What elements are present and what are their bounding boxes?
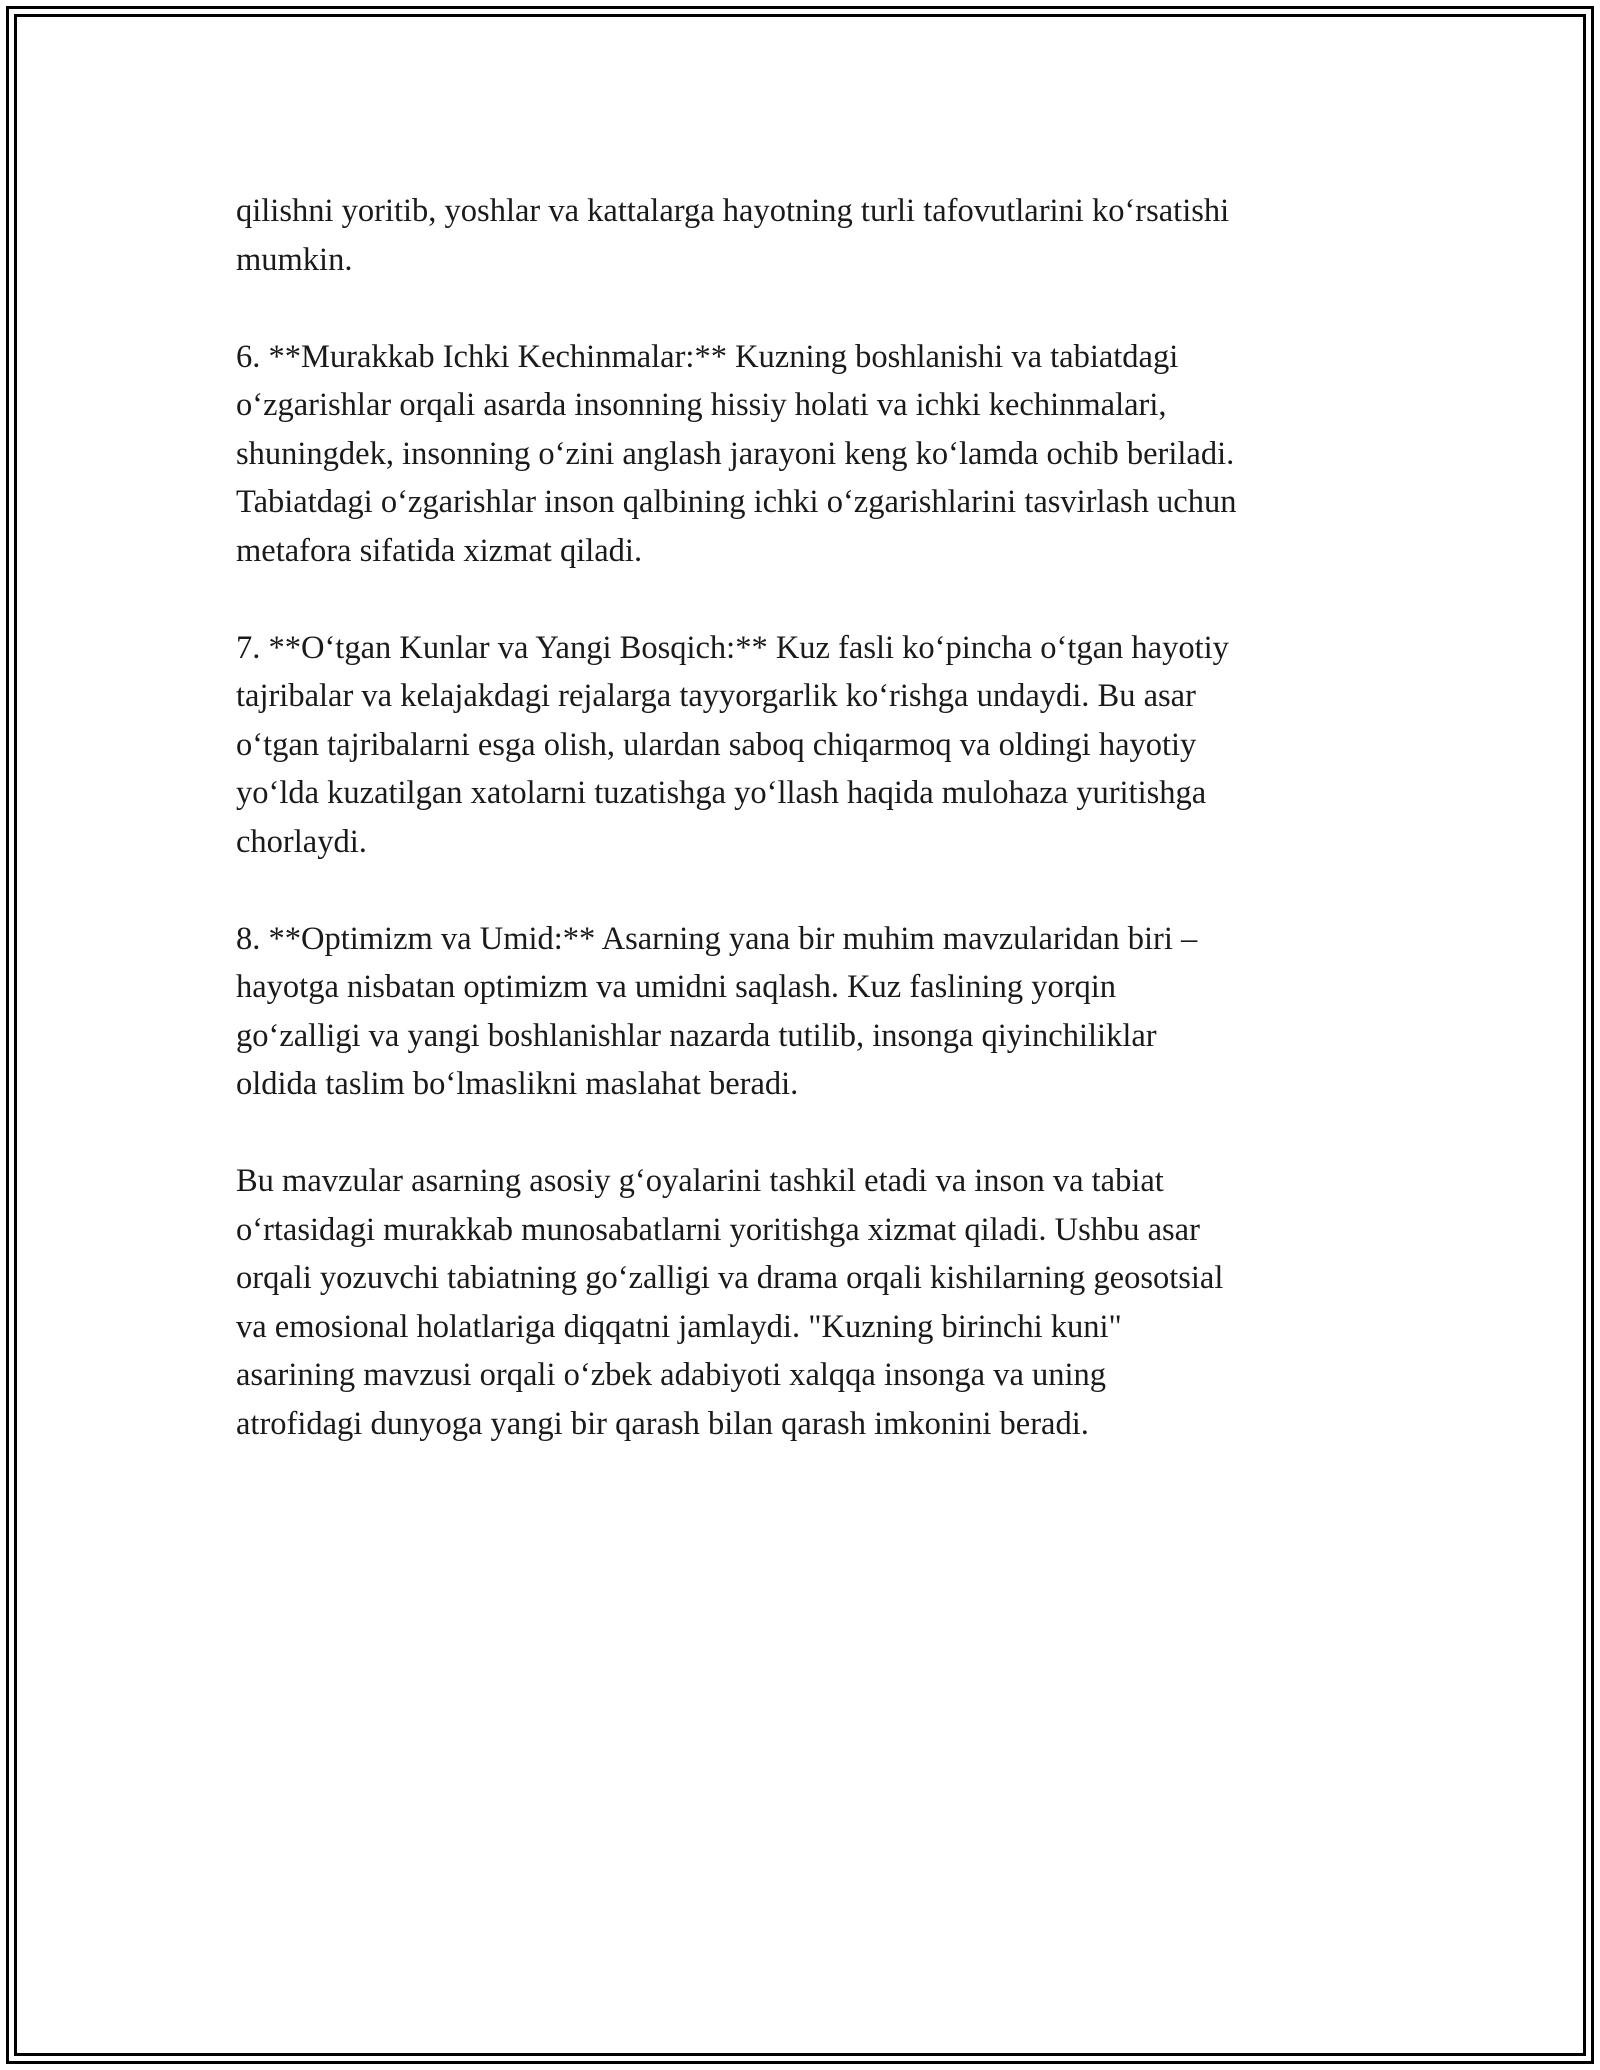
paragraph-item-8: 8. **Optimizm va Umid:** Asarning yana bir muhim mavzularidan biri – hayotga nisbatan optimizm va umidni saqlash. Kuz faslining yorqin go‘zalligi va yangi boshlanishlar nazarda tutilib, insonga qiyinchiliklar oldida taslim bo‘lmaslikni maslahat beradi. <box>236 920 1198 1102</box>
paragraph-item-6: 6. **Murakkab Ichki Kechinmalar:** Kuzning boshlanishi va tabiatdagi o‘zgarishlar orqali asarda insonning hissiy holati va ichki kechinmalari, shuningdek, insonning o‘zini anglash jarayoni keng ko‘lamda ochib beriladi. Tabiatdagi o‘zgarishlar inson qalbining ichki o‘zgarishlarini tasvirlash uchun metafora sifatida xizmat qiladi. <box>236 338 1237 569</box>
paragraph-item-7: 7. **O‘tgan Kunlar va Yangi Bosqich:** Kuz fasli ko‘pincha o‘tgan hayotiy tajribalar va kelajakdagi rejalarga tayyorgarlik ko‘rishga undaydi. Bu asar o‘tgan tajribalarni esga olish, ulardan saboq chiqarmoq va oldingi hayotiy yo‘lda kuzatilgan xatolarni tuzatishga yo‘llash haqida mulohaza yuritishga chorlaydi. <box>236 629 1229 860</box>
paragraph-conclusion: Bu mavzular asarning asosiy g‘oyalarini tashkil etadi va inson va tabiat o‘rtasidagi murakkab munosabatlarni yoritishga xizmat qiladi. Ushbu asar orqali yozuvchi tabiatning go‘zalligi va drama orqali kishilarning geosotsial va emosional holatlariga diqqatni jamlaydi. "Kuzning birinchi kuni" asarining mavzusi orqali o‘zbek adabiyoti xalqqa insonga va uning atrofidagi dunyoga yangi bir qarash bilan qarash imkonini beradi. <box>236 1163 1224 1442</box>
paragraph-continuation: qilishni yoritib, yoshlar va kattalarga hayotning turli tafovutlarini ko‘rsatishi mumkin. <box>236 193 1230 278</box>
document-body <box>236 187 1406 1497</box>
